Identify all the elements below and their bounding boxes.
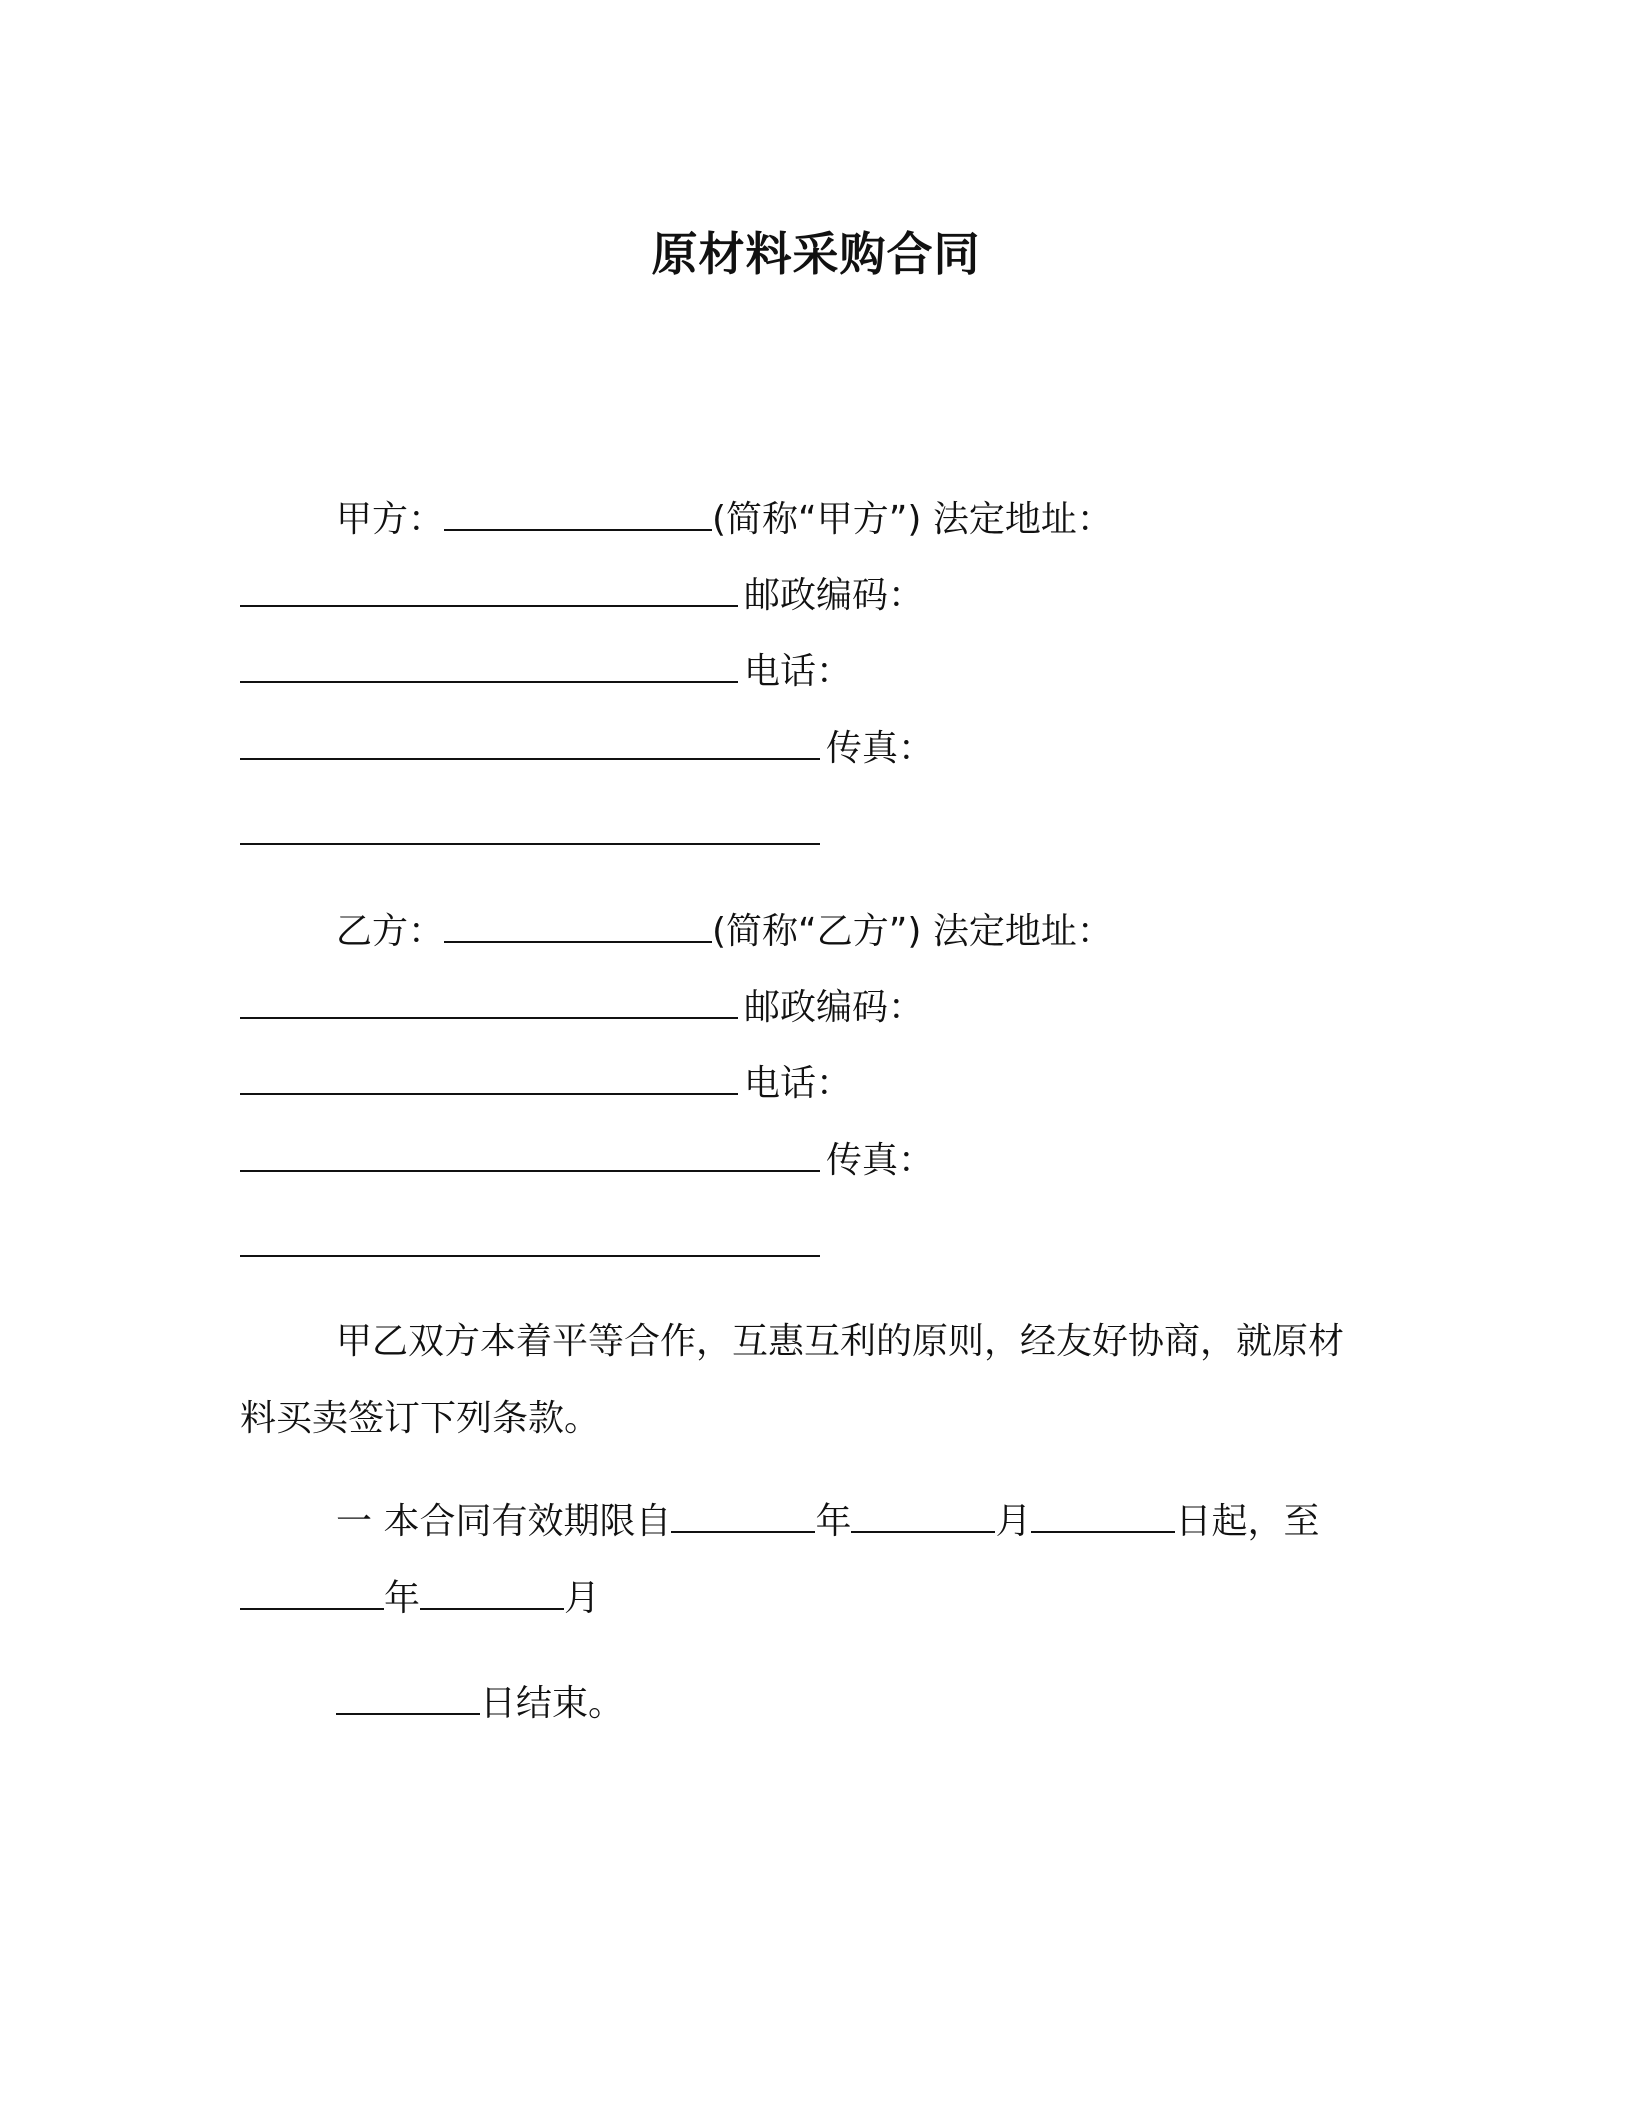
clause-1-line-2 <box>240 1575 600 1623</box>
party-b-name-line <box>336 908 1113 956</box>
end-day-label: 日结束。 <box>480 1683 625 1724</box>
start-year-label: 年 <box>815 1501 852 1542</box>
party-b-abbr: (简称“乙方”) 法定地址： <box>712 911 1113 952</box>
party-b-name-blank[interactable] <box>444 909 712 943</box>
party-b-phone-line <box>240 1137 934 1185</box>
clause-1-line-1 <box>336 1498 1320 1546</box>
clause-1-line-3 <box>336 1680 624 1728</box>
party-b-fax-blank[interactable] <box>240 1223 820 1257</box>
party-a-address-blank[interactable] <box>240 573 738 607</box>
party-b-address-line <box>240 984 924 1032</box>
start-year-blank[interactable] <box>671 1499 815 1533</box>
party-a-address-line <box>240 572 924 620</box>
party-a-fax-label: 传真： <box>826 728 935 769</box>
party-a-name-line <box>336 496 1113 544</box>
party-b-fax-label: 传真： <box>826 1140 935 1181</box>
party-b-postal-blank[interactable] <box>240 1061 738 1095</box>
party-a-postal-label: 邮政编码： <box>744 575 925 616</box>
start-day-blank[interactable] <box>1031 1499 1175 1533</box>
party-b-phone-blank[interactable] <box>240 1138 820 1172</box>
clause-1-prefix: 一 本合同有效期限自 <box>336 1501 672 1542</box>
document-title: 原材料采购合同 <box>651 227 981 281</box>
party-a-phone-label: 电话： <box>744 651 853 692</box>
end-year-label: 年 <box>384 1578 421 1619</box>
party-b-postal-line <box>240 1060 852 1108</box>
party-a-abbr: (简称“甲方”) 法定地址： <box>712 499 1113 540</box>
preamble-line-2: 料买卖签订下列条款。 <box>240 1398 601 1439</box>
party-a-label: 甲方： <box>336 499 445 540</box>
party-a-postal-line <box>240 648 852 696</box>
end-year-blank[interactable] <box>240 1576 384 1610</box>
party-a-postal-blank[interactable] <box>240 649 738 683</box>
party-a-name-blank[interactable] <box>444 497 712 531</box>
preamble-line-1: 甲乙双方本着平等合作，互惠互利的原则，经友好协商，就原材 <box>336 1321 1345 1362</box>
party-a-phone-line <box>240 725 934 773</box>
start-month-label: 月 <box>995 1501 1032 1542</box>
end-month-label: 月 <box>564 1578 601 1619</box>
party-b-fax-line <box>240 1222 820 1270</box>
party-b-phone-label: 电话： <box>744 1063 853 1104</box>
end-month-blank[interactable] <box>420 1576 564 1610</box>
party-a-fax-blank[interactable] <box>240 811 820 845</box>
party-b-address-blank[interactable] <box>240 985 738 1019</box>
party-a-phone-blank[interactable] <box>240 726 820 760</box>
party-b-postal-label: 邮政编码： <box>744 987 925 1028</box>
party-b-label: 乙方： <box>336 911 445 952</box>
end-day-blank[interactable] <box>336 1681 480 1715</box>
start-day-label: 日起，至 <box>1175 1501 1320 1542</box>
party-a-fax-line <box>240 810 820 858</box>
start-month-blank[interactable] <box>851 1499 995 1533</box>
